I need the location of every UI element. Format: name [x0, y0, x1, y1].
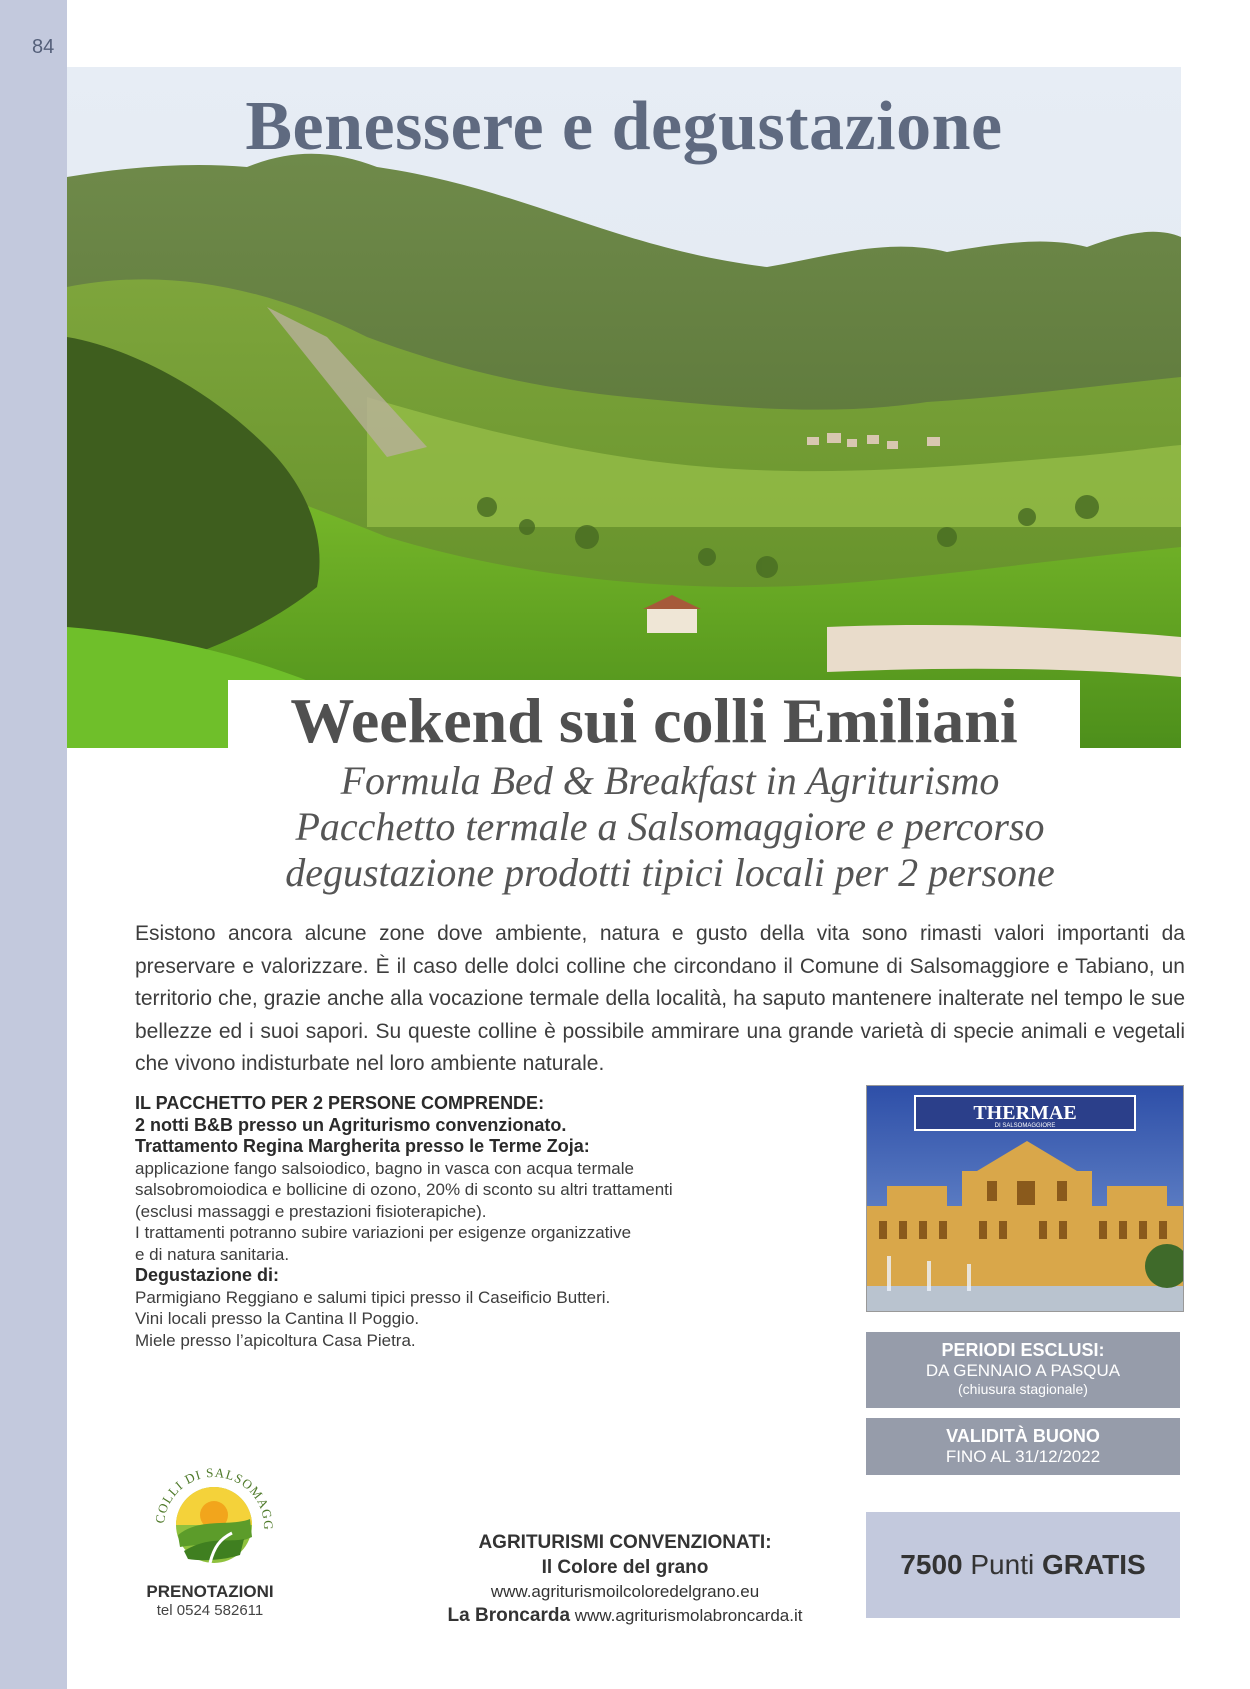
agriturismo-name-2: La Broncarda	[447, 1605, 571, 1626]
treatment-heading: Trattamento Regina Margherita presso le Terme Zoja:	[135, 1136, 590, 1156]
main-title: Weekend sui colli Emiliani	[290, 685, 1018, 756]
treatment-line: salsobromoiodica e bollicine di ozono, 20% di sconto su altri trattamenti	[135, 1180, 673, 1199]
agriturismo-url-2[interactable]: www.agriturismolabroncarda.it	[574, 1606, 803, 1625]
hero-landscape-image	[67, 67, 1181, 748]
thermae-photo	[866, 1085, 1184, 1312]
intro-paragraph: Esistono ancora alcune zone dove ambiente, natura e gusto della vita sono rimasti valori importanti da preservare e valorizzare. È il caso delle dolci colline che circondano il Comune di Salsomaggiore e Tabiano, un territorio che, grazie anche alla vocazione termale della località, ha saputo mantenere inalterate nel tempo le sue bellezze ed i suoi sapori. Su queste colline è possibile ammirare una grande varietà di specie animali e vegetali che vivono indisturbate nel loro ambiente naturale.	[135, 922, 1185, 1075]
treatment-line: applicazione fango salsoiodico, bagno in vasca con acqua termale	[135, 1158, 634, 1178]
section-title: Benessere e degustazione	[245, 88, 1003, 165]
price-box	[866, 1512, 1180, 1618]
validity-box	[866, 1418, 1180, 1475]
subtitle-line-3: degustazione prodotti tipici locali per 2 persone	[285, 850, 1055, 895]
excluded-heading: PERIODI ESCLUSI:	[941, 1340, 1105, 1360]
logo-emblem	[140, 1447, 288, 1583]
tasting-line: Parmigiano Reggiano e salumi tipici presso il Caseificio Butteri.	[135, 1287, 611, 1307]
validity-heading: VALIDITÀ BUONO	[946, 1426, 1100, 1446]
subtitle-line-2: Pacchetto termale a Salsomaggiore e percorso	[295, 804, 1045, 849]
thermae-logo-subtext: DI SALSOMAGGIORE	[994, 1123, 1056, 1129]
package-heading: IL PACCHETTO PER 2 PERSONE COMPRENDE:	[135, 1093, 545, 1113]
landscape-illustration	[67, 67, 1181, 748]
excluded-line: DA GENNAIO A PASQUA	[925, 1361, 1121, 1380]
thermae-building-illustration	[867, 1086, 1183, 1311]
booking-title: PRENOTAZIONI	[146, 1582, 274, 1601]
excluded-periods-box	[866, 1332, 1180, 1408]
agriturismo-url-1[interactable]: www.agriturismoilcoloredelgrano.eu	[490, 1582, 760, 1601]
package-details	[135, 1093, 695, 1351]
validity-line: FINO AL 31/12/2022	[945, 1447, 1101, 1466]
treatment-line: I trattamenti potranno subire variazioni per esigenze organizzative	[135, 1223, 632, 1242]
subtitle-line-1: Formula Bed & Breakfast in Agriturismo	[340, 758, 1000, 803]
agriturismi-info	[400, 1530, 850, 1628]
price-points: 7500	[900, 1549, 963, 1580]
price-label: Punti	[970, 1549, 1035, 1580]
tasting-line: Vini locali presso la Cantina Il Poggio.	[135, 1309, 420, 1328]
excluded-note: (chiusura stagionale)	[958, 1381, 1088, 1397]
booking-phone: tel 0524 582611	[156, 1602, 264, 1619]
package-bnb: 2 notti B&B presso un Agriturismo convenzionato.	[135, 1114, 567, 1135]
colli-salsomaggiore-logo	[140, 1447, 288, 1583]
tasting-line: Miele presso l’apicoltura Casa Pietra.	[135, 1330, 416, 1350]
tasting-heading: Degustazione di:	[135, 1265, 280, 1285]
treatment-line: (esclusi massaggi e prestazioni fisioterapiche).	[135, 1201, 487, 1221]
page-number: 84	[32, 36, 55, 58]
logo-ring-text: COLLI DI SALSOMAGG	[152, 1464, 277, 1531]
agriturismo-name-1: Il Colore del grano	[541, 1557, 709, 1578]
treatment-line: e di natura sanitaria.	[135, 1244, 290, 1264]
thermae-logo-text: THERMAE	[973, 1102, 1077, 1124]
booking-info	[130, 1582, 290, 1619]
price-free: GRATIS	[1041, 1549, 1146, 1580]
side-color-band	[0, 0, 67, 1689]
agriturismi-title: AGRITURISMI CONVENZIONATI:	[478, 1532, 772, 1553]
